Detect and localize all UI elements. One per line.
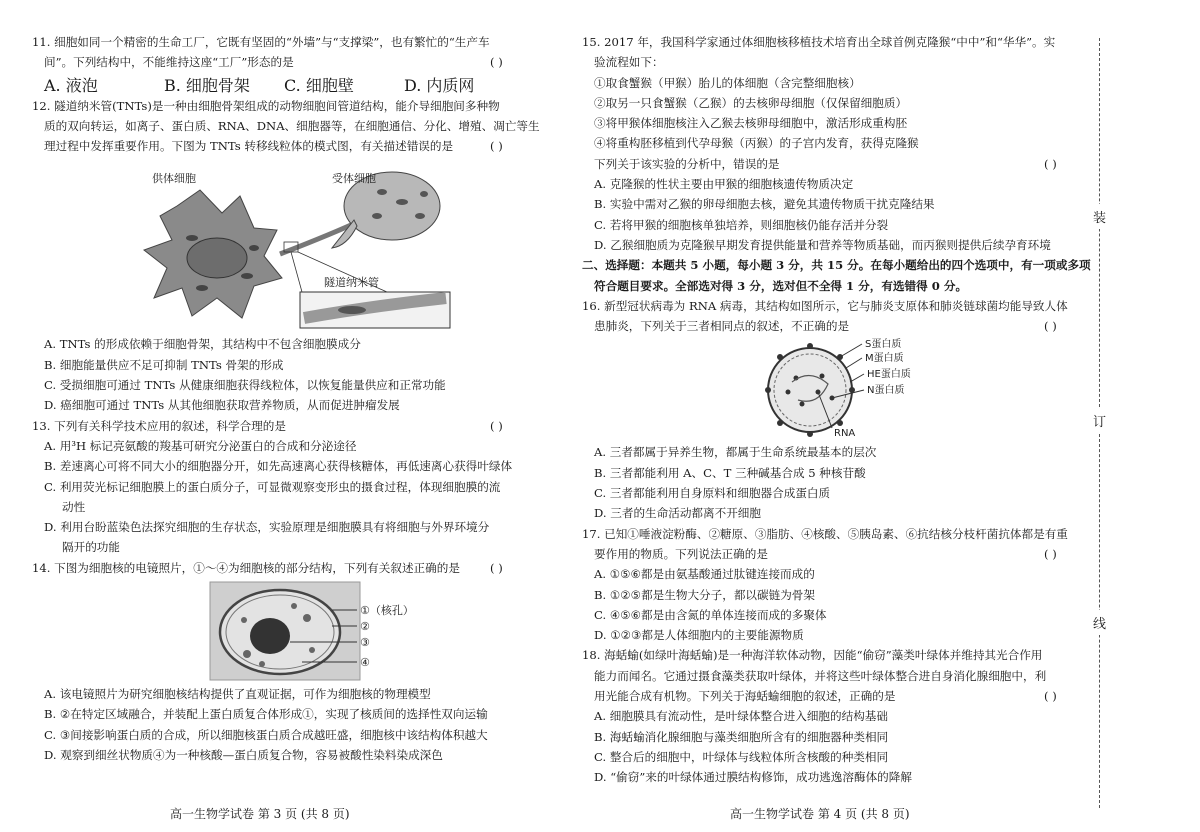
nuclear-pore-label: ①（核孔） [360,604,414,618]
s-protein-label: S蛋白质 [865,339,902,351]
q15-question [582,154,1084,174]
binding-char-zhuang: 装 [1093,204,1106,229]
q16-stem-line2 [582,316,1084,336]
q12-stem-text: 理过程中发挥重要作用。下图为 TNTs 转移线粒体的模式图，有关描述错误的是 [44,139,454,154]
q18-option-c: C. 整合后的细胞中，叶绿体与线粒体所含核酸的种类相同 [594,749,889,764]
q17-option-b: B. ①②⑤都是生物大分子，都以碳链为骨架 [594,587,815,602]
q15-answer-paren: ( ) [1044,156,1057,171]
q12-option-a: A. TNTs 的形成依赖于细胞骨架，其结构中不包含细胞膜成分 [44,337,361,352]
structure-3-label: ③ [360,636,370,650]
q13-option-d-cont: 隔开的功能 [62,540,120,555]
q14-stem [32,558,530,578]
q11-stem-text: 间”。下列结构中，不能维持这座“工厂”形态的是 [44,55,294,70]
q18-stem-text: 用光能合成有机物。下列关于海蛞蝓细胞的叙述，正确的是 [594,689,896,704]
q16-option-c: C. 三者都能利用自身原料和细胞器合成蛋白质 [594,486,831,501]
q12-option-d: D. 癌细胞可通过 TNTs 从其他细胞获取营养物质，从而促进肿瘤发展 [44,398,400,413]
donor-cell-label: 供体细胞 [152,172,196,186]
section2-heading-line1: 二、选择题：本题共 5 小题，每小题 3 分，共 15 分。在每小题给出的四个选项中，有一项或多项 [582,258,1091,273]
q14-answer-paren: ( ) [490,560,503,575]
q18-stem-line1: 18. 海蛞蝓(如绿叶海蛞蝓)是一种海洋软体动物，因能“偷窃”藻类叶绿体并维持其光合作用 [582,648,1043,663]
q13-stem [32,416,530,436]
q15-question-text: 下列关于该实验的分析中，错误的是 [594,156,780,171]
q18-stem-line3 [582,686,1084,706]
q16-stem-line1: 16. 新型冠状病毒为 RNA 病毒，其结构如图所示，它与肺炎支原体和肺炎链球菌均能导致人体 [582,298,1068,313]
q12-option-c: C. 受损细胞可通过 TNTs 从健康细胞获得线粒体，以恢复能量供应和正常功能 [44,378,446,393]
q13-option-c: C. 利用荧光标记细胞膜上的蛋白质分子，可显微观察变形虫的摄食过程，体现细胞膜的流 [44,479,501,494]
q11-option-d: D. 内质网 [404,75,475,95]
structure-4-label: ④ [360,656,370,670]
right-page-footer: 高一生物学试卷 第 4 页 (共 8 页) [730,807,910,821]
q15-step-3: ③将甲猴体细胞核注入乙猴去核卵母细胞中，激活形成重构胚 [594,116,908,131]
q11-options [32,73,530,96]
binding-char-xian: 线 [1093,610,1106,635]
q16-answer-paren: ( ) [1044,319,1057,334]
q11-answer-paren: ( ) [490,55,503,70]
q15-option-a: A. 克隆猴的性状主要由甲猴的细胞核遗传物质决定 [594,177,854,192]
left-page-footer: 高一生物学试卷 第 3 页 (共 8 页) [170,807,350,821]
q14-nucleus-figure [32,580,530,682]
tunneling-nanotube-label: 隧道纳米管 [324,276,379,290]
q11-stem-line2 [32,52,530,72]
q11-stem-line1: 11. 细胞如同一个精密的生命工厂，它既有坚固的“外墙”与“支撑梁”，也有繁忙的“生产车 [32,35,490,49]
q15-step-2: ②取另一只食蟹猴（乙猴）的去核卵母细胞（仅保留细胞质） [594,95,908,110]
q13-option-b: B. 差速离心可将不同大小的细胞器分开，如先高速离心获得核糖体，再低速离心获得叶绿体 [44,459,513,474]
q18-option-a: A. 细胞膜具有流动性，是叶绿体整合进入细胞的结构基础 [594,709,888,724]
q14-option-a: A. 该电镜照片为研究细胞核结构提供了直观证据，可作为细胞核的物理模型 [44,687,431,702]
q11-option-b: B. 细胞骨架 [164,75,250,95]
q14-option-b: B. ②在特定区域融合，并装配上蛋白质复合体形成①，实现了核质间的选择性双向运输 [44,707,488,722]
right-page [582,32,1091,788]
q18-option-d: D. “偷窃”来的叶绿体通过膜结构修饰，成功逃逸溶酶体的降解 [594,770,912,785]
q17-answer-paren: ( ) [1044,546,1057,561]
q13-stem-text: 13. 下列有关科学技术应用的叙述，科学合理的是 [32,418,286,433]
q14-option-d: D. 观察到细丝状物质④为一种核酸—蛋白质复合物，容易被酸性染料染成深色 [44,747,443,762]
q17-option-a: A. ①⑤⑥都是由氨基酸通过肽键连接而成的 [594,567,815,582]
q12-stem-line3 [32,136,530,156]
q17-option-d: D. ①②③都是人体细胞内的主要能源物质 [594,628,804,643]
q18-answer-paren: ( ) [1044,689,1057,704]
q13-option-c-cont: 动性 [62,499,86,514]
structure-2-label: ② [360,620,370,634]
q18-option-b: B. 海蛞蝓消化腺细胞与藻类细胞所含有的细胞器种类相同 [594,729,889,744]
m-protein-label: M蛋白质 [865,353,904,365]
q11-option-c: C. 细胞壁 [284,75,354,95]
q14-stem-text: 14. 下图为细胞核的电镜照片，①～④为细胞核的部分结构，下列有关叙述正确的是 [32,560,460,575]
q17-stem-text: 要作用的物质。下列说法正确的是 [594,546,768,561]
q12-stem-line2: 质的双向转运，如离子、蛋白质、RNA、DNA、细胞器等，在细胞通信、分化、增殖、凋亡等生 [44,118,540,133]
q12-tnt-diagram [32,158,530,332]
q16-coronavirus-diagram [582,338,1084,440]
q15-option-c: C. 若将甲猴的细胞核单独培养，则细胞核仍能存活并分裂 [594,217,889,232]
q18-stem-line2: 能力而闻名。它通过摄食藻类获取叶绿体，并将这些叶绿体整合进自身消化腺细胞中，利 [594,668,1047,683]
q15-stem-line1: 15. 2017 年，我国科学家通过体细胞核移植技术培育出全球首例克隆猴“中中”和“华华”。实 [582,35,1056,49]
rna-label: RNA [834,428,856,440]
q16-option-d: D. 三者的生命活动都离不开细胞 [594,506,761,521]
q15-option-d: D. 乙猴细胞质为克隆猴早期发育提供能量和营养等物质基础，而丙猴则提供后续孕育环境 [594,237,1051,252]
q11-option-a: A. 液泡 [44,75,98,95]
q13-option-d: D. 利用台盼蓝染色法探究细胞的生存状态，实验原理是细胞膜具有将细胞与外界环境分 [44,520,490,535]
n-protein-label: N蛋白质 [867,385,905,397]
q17-option-c: C. ④⑤⑥都是由含氮的单体连接而成的多聚体 [594,607,827,622]
q12-option-b: B. 细胞能量供应不足可抑制 TNTs 骨架的形成 [44,357,284,372]
q16-virus-figure [582,338,1084,440]
section2-heading-line2: 符合题目要求。全部选对得 3 分，选对但不全得 1 分，有选错得 0 分。 [594,278,968,293]
left-page [32,32,540,765]
q12-stem-line1: 12. 隧道纳米管(TNTs)是一种由细胞骨架组成的动物细胞间管道结构，能介导细胞间多种物 [32,98,500,113]
q16-option-b: B. 三者都能利用 A、C、T 三种碱基合成 5 种核苷酸 [594,465,866,480]
q15-stem-line2: 验流程如下： [594,55,664,70]
binding-char-ding: 订 [1093,408,1106,433]
he-protein-label: HE蛋白质 [867,369,911,381]
q12-tnt-figure [32,158,530,332]
q13-option-a: A. 用³H 标记亮氨酸的羧基可研究分泌蛋白的合成和分泌途径 [44,438,357,453]
q17-stem-line2 [582,544,1084,564]
q12-answer-paren: ( ) [490,139,503,154]
q15-step-4: ④将重构胚移植到代孕母猴（丙猴）的子宫内发育，获得克隆猴 [594,136,919,151]
recipient-cell-label: 受体细胞 [332,172,376,186]
q15-option-b: B. 实验中需对乙猴的卵母细胞去核，避免其遗传物质干扰克隆结果 [594,197,935,212]
q15-step-1: ①取食蟹猴（甲猴）胎儿的体细胞（含完整细胞核） [594,75,861,90]
q17-stem-line1: 17. 已知①唾液淀粉酶、②糖原、③脂肪、④核酸、⑤胰岛素、⑥抗结核分枝杆菌抗体都是有重 [582,526,1068,541]
q16-stem-text: 患肺炎，下列关于三者相同点的叙述，不正确的是 [594,319,850,334]
q16-option-a: A. 三者都属于异养生物，都属于生命系统最基本的层次 [594,445,877,460]
q14-option-c: C. ③间接影响蛋白质的合成，所以细胞核蛋白质合成越旺盛，细胞核中该结构体积越大 [44,727,488,742]
q13-answer-paren: ( ) [490,418,503,433]
q14-nucleus-micrograph [32,580,530,682]
